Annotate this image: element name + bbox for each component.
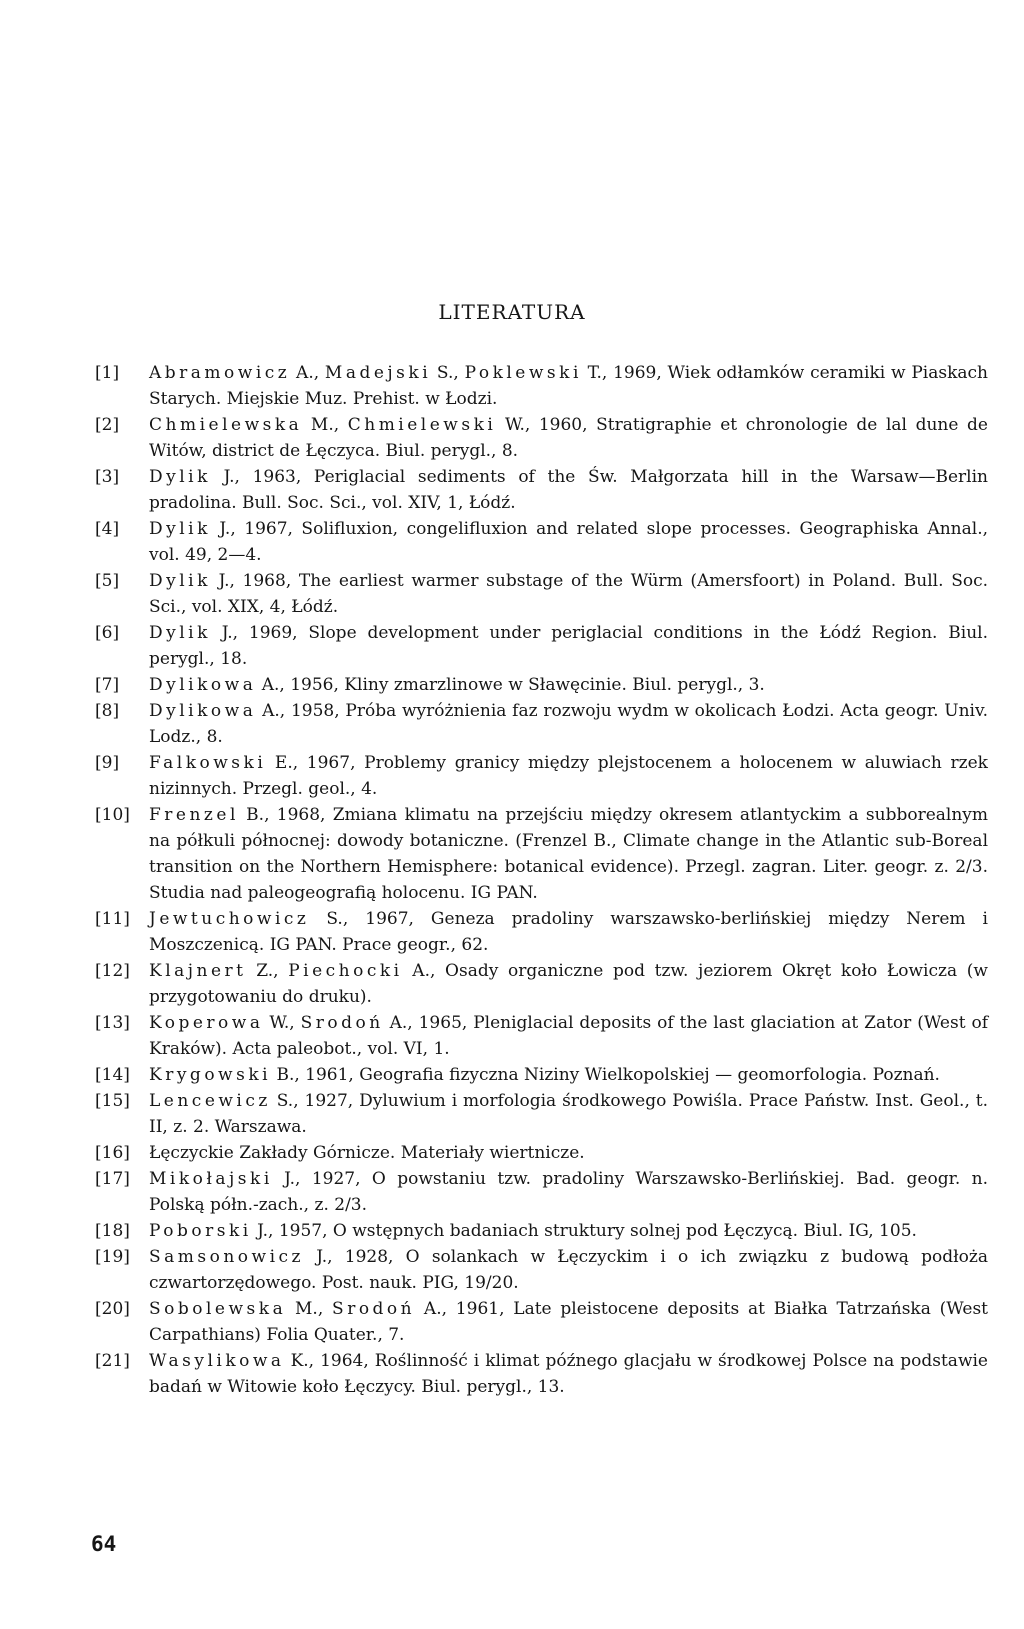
reference-text: B., 1961, Geografia fizyczna Niziny Wielkopolskiej — geomorfologia. Poznań. xyxy=(271,1065,940,1085)
reference-author: Dylikowa xyxy=(149,701,257,721)
reference-number: [11] xyxy=(95,909,130,929)
reference-text: Łęczyckie Zakłady Górnicze. Materiały wiertnicze. xyxy=(149,1143,585,1163)
reference-author: Dylik xyxy=(149,571,211,591)
reference-author: Chmielewska xyxy=(149,415,303,435)
reference-number: [21] xyxy=(95,1351,130,1371)
reference-text: S., xyxy=(431,363,465,383)
reference-item xyxy=(95,1140,988,1166)
reference-author: Jewtuchowicz xyxy=(149,909,310,929)
reference-author: Srodoń xyxy=(300,1013,384,1033)
reference-number: [14] xyxy=(95,1065,130,1085)
reference-item xyxy=(95,802,988,906)
reference-text: S., 1927, Dyluwium i morfologia środkowego Powiśla. Prace Państw. Inst. Geol., t. II, z. 2. Warszawa. xyxy=(149,1091,988,1137)
reference-item xyxy=(95,1218,988,1244)
reference-number: [5] xyxy=(95,571,120,591)
reference-item xyxy=(95,1166,988,1218)
reference-author: Poklewski xyxy=(464,363,582,383)
reference-item xyxy=(95,568,988,620)
page-title: LITERATURA xyxy=(438,300,586,324)
reference-number: [12] xyxy=(95,961,130,981)
reference-text: A., 1958, Próba wyróżnienia faz rozwoju wydm w okolicach Łodzi. Acta geogr. Univ. Lodz., 8. xyxy=(149,701,988,747)
reference-number: [6] xyxy=(95,623,120,643)
reference-item xyxy=(95,516,988,568)
reference-text: J., 1967, Solifluxion, congelifluxion and related slope processes. Geographiska Annal., vol. 49, 2—4. xyxy=(149,519,988,565)
reference-item xyxy=(95,698,988,750)
reference-author: Piechocki xyxy=(288,961,403,981)
reference-number: [2] xyxy=(95,415,120,435)
reference-text: J., 1963, Periglacial sediments of the Św. Małgorzata hill in the Warsaw—Berlin pradolina. Bull. Soc. Sci., vol. XIV, 1, Łódź. xyxy=(149,467,988,513)
reference-author: Klajnert xyxy=(149,961,247,981)
reference-text: A., Osady organiczne pod tzw. jeziorem Okręt koło Łowicza (w przygotowaniu do druku). xyxy=(149,961,988,1007)
reference-author: Chmielewski xyxy=(347,415,497,435)
reference-number: [13] xyxy=(95,1013,130,1033)
reference-author: Lencewicz xyxy=(149,1091,271,1111)
reference-number: [4] xyxy=(95,519,120,539)
reference-text: K., 1964, Roślinność i klimat późnego glacjału w środkowej Polsce na podstawie badań w Witowie koło Łęczycy. Biul. perygl., 13. xyxy=(149,1351,988,1397)
reference-item xyxy=(95,360,988,412)
reference-number: [20] xyxy=(95,1299,130,1319)
reference-item xyxy=(95,1296,988,1348)
reference-item xyxy=(95,1348,988,1400)
reference-item xyxy=(95,1062,988,1088)
reference-author: Falkowski xyxy=(149,753,267,773)
reference-text: J., 1928, O solankach w Łęczyckim i o ich związku z budową podłoża czwartorzędowego. Post. nauk. PIG, 19/20. xyxy=(149,1247,988,1293)
reference-author: Dylikowa xyxy=(149,675,257,695)
reference-item xyxy=(95,464,988,516)
reference-number: [17] xyxy=(95,1169,130,1189)
reference-text: A., xyxy=(290,363,325,383)
reference-author: Koperowa xyxy=(149,1013,264,1033)
reference-text: J., 1927, O powstaniu tzw. pradoliny Warszawsko-Berlińskiej. Bad. geogr. n. Polską półn.-zach., z. 2/3. xyxy=(149,1169,988,1215)
reference-number: [16] xyxy=(95,1143,130,1163)
reference-author: Krygowski xyxy=(149,1065,272,1085)
reference-list xyxy=(95,360,988,1400)
reference-author: Abramowicz xyxy=(149,363,291,383)
reference-text: A., 1965, Pleniglacial deposits of the last glaciation at Zator (West of Kraków). Acta paleobot., vol. VI, 1. xyxy=(149,1013,988,1059)
reference-item xyxy=(95,958,988,1010)
reference-author: Samsonowicz xyxy=(149,1247,305,1267)
reference-text: M., xyxy=(286,1299,333,1319)
reference-number: [15] xyxy=(95,1091,130,1111)
reference-author: Frenzel xyxy=(149,805,239,825)
reference-item xyxy=(95,620,988,672)
reference-number: [9] xyxy=(95,753,120,773)
reference-author: Dylik xyxy=(149,519,211,539)
reference-number: [7] xyxy=(95,675,120,695)
reference-author: Srodoń xyxy=(332,1299,416,1319)
reference-number: [18] xyxy=(95,1221,130,1241)
reference-author: Wasylikowa xyxy=(149,1351,285,1371)
reference-item xyxy=(95,1010,988,1062)
reference-author: Mikołajski xyxy=(149,1169,273,1189)
reference-text: A., 1956, Kliny zmarzlinowe w Sławęcinie. Biul. perygl., 3. xyxy=(256,675,765,695)
reference-item xyxy=(95,672,988,698)
reference-author: Sobolewska xyxy=(149,1299,287,1319)
reference-text: W., 1960, Stratigraphie et chronologie de lal dune de Witów, district de Łęczyca. Biul. perygl., 8. xyxy=(149,415,988,461)
reference-number: [10] xyxy=(95,805,130,825)
reference-item xyxy=(95,412,988,464)
reference-text: B., 1968, Zmiana klimatu na przejściu między okresem atlantyckim a subborealnym na półkuli północnej: dowody botaniczne. (Frenzel B., Climate change in the Atlantic sub-Boreal transition on the Northern Hemisphere: botanical evidence). Przegl. zagran. Liter. geogr. z. 2/3. Studia nad paleogeografią holocenu. IG PAN. xyxy=(149,805,988,903)
reference-text: S., 1967, Geneza pradoliny warszawsko-berlińskiej między Nerem i Moszczenicą. IG PAN. Prace geogr., 62. xyxy=(149,909,988,955)
reference-text: J., 1957, O wstępnych badaniach struktury solnej pod Łęczycą. Biul. IG, 105. xyxy=(251,1221,917,1241)
reference-number: [8] xyxy=(95,701,120,721)
reference-author: Poborski xyxy=(149,1221,252,1241)
reference-text: W., xyxy=(263,1013,301,1033)
reference-number: [19] xyxy=(95,1247,130,1267)
reference-item xyxy=(95,1244,988,1296)
reference-item xyxy=(95,1088,988,1140)
reference-author: Dylik xyxy=(149,623,211,643)
reference-text: J., 1969, Slope development under periglacial conditions in the Łódź Region. Biul. perygl., 18. xyxy=(149,623,988,669)
page-number: 64 xyxy=(91,1532,117,1556)
reference-text: J., 1968, The earliest warmer substage of the Würm (Amersfoort) in Poland. Bull. Soc. Sci., vol. XIX, 4, Łódź. xyxy=(149,571,988,617)
reference-item xyxy=(95,906,988,958)
reference-text: M., xyxy=(302,415,348,435)
reference-text: T., 1969, Wiek odłamków ceramiki w Piaskach Starych. Miejskie Muz. Prehist. w Łodzi. xyxy=(149,363,988,409)
reference-text: A., 1961, Late pleistocene deposits at Białka Tatrzańska (West Carpathians) Folia Quater., 7. xyxy=(149,1299,988,1345)
reference-author: Dylik xyxy=(149,467,211,487)
reference-number: [3] xyxy=(95,467,120,487)
reference-text: E., 1967, Problemy granicy między plejstocenem a holocenem w aluwiach rzek nizinnych. Przegl. geol., 4. xyxy=(149,753,988,799)
reference-text: Z., xyxy=(246,961,289,981)
reference-number: [1] xyxy=(95,363,120,383)
reference-item xyxy=(95,750,988,802)
reference-author: Madejski xyxy=(324,363,432,383)
